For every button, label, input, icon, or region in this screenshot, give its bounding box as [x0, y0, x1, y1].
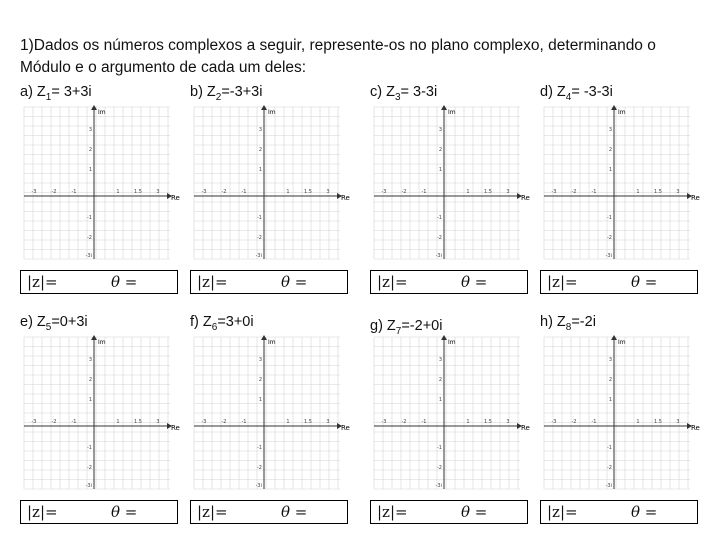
- x-tick-label: -1: [591, 419, 597, 425]
- x-tick-label: 3: [676, 189, 680, 195]
- real-axis-label: Re: [171, 424, 180, 432]
- item-label: f) $Z_6=3+0i$: [190, 314, 254, 333]
- grid-lines: [374, 337, 520, 489]
- y-tick-label: -1: [437, 215, 442, 221]
- y-tick-label: -2: [607, 465, 612, 471]
- real-axis-label: Re: [171, 194, 180, 202]
- y-tick-label: 1: [88, 397, 92, 403]
- grid-lines: [544, 337, 690, 489]
- complex-plane: [190, 334, 350, 494]
- y-tick-label: 3: [608, 357, 612, 363]
- modulus-label: |z|=: [547, 503, 578, 521]
- y-tick-label: -1: [87, 445, 92, 451]
- real-axis-label: Re: [521, 194, 530, 202]
- x-tick-label: 3: [156, 189, 160, 195]
- y-tick-label: 3: [438, 357, 442, 363]
- argument-label: θ =: [631, 273, 658, 291]
- x-tick-label: 1.5: [134, 189, 142, 195]
- y-tick-label: 2: [438, 377, 442, 383]
- argument-label: θ =: [111, 273, 138, 291]
- complex-plane-panel: [20, 334, 180, 524]
- imaginary-axis-label: Im: [448, 339, 456, 346]
- x-tick-label: 1: [636, 419, 640, 425]
- complex-plane-panel: [20, 104, 180, 294]
- modulus-label: |z|=: [377, 503, 408, 521]
- y-tick-label: 1: [438, 397, 442, 403]
- x-tick-label: 1: [286, 189, 290, 195]
- y-tick-label: -3i: [255, 253, 262, 259]
- y-tick-label: 2: [608, 377, 612, 383]
- y-tick-label: 2: [88, 377, 92, 383]
- x-tick-label: 1.5: [304, 419, 312, 425]
- complex-plane: [370, 104, 530, 264]
- y-tick-label: -2: [257, 465, 262, 471]
- answer-box: [540, 270, 698, 294]
- x-tick-label: 1.5: [304, 189, 312, 195]
- argument-label: θ =: [111, 503, 138, 521]
- y-tick-label: 3: [258, 127, 262, 133]
- x-tick-label: 1.5: [484, 189, 492, 195]
- y-tick-label: 2: [88, 147, 92, 153]
- imaginary-axis-label: Im: [448, 109, 456, 116]
- x-tick-label: -3: [31, 419, 37, 425]
- y-tick-label: -2: [437, 235, 442, 241]
- x-tick-label: 3: [676, 419, 680, 425]
- y-tick-label: -3i: [435, 483, 442, 489]
- modulus-label: |z|=: [547, 273, 578, 291]
- y-tick-label: 1: [88, 167, 92, 173]
- real-axis-label: Re: [341, 194, 350, 202]
- item-label: g) $Z_7=-2+0i$: [370, 318, 443, 337]
- exercise-instruction: 1)Dados os números complexos a seguir, represente-os no plano complexo, determinando o Módulo e o argumento de cada um deles:: [20, 37, 656, 76]
- x-tick-label: -1: [241, 419, 247, 425]
- x-tick-label: -3: [551, 419, 557, 425]
- grid-lines: [24, 107, 170, 259]
- x-tick-label: 3: [506, 419, 510, 425]
- y-tick-label: -1: [257, 215, 262, 221]
- x-tick-label: -2: [571, 419, 577, 425]
- answer-box: [370, 270, 528, 294]
- x-tick-label: -2: [401, 189, 407, 195]
- y-tick-label: -1: [607, 445, 612, 451]
- x-tick-label: -3: [381, 189, 387, 195]
- complex-plane: [20, 104, 180, 264]
- x-tick-label: -1: [241, 189, 247, 195]
- y-tick-label: -1: [87, 215, 92, 221]
- y-tick-label: -1: [257, 445, 262, 451]
- x-tick-label: -3: [201, 419, 207, 425]
- y-tick-label: -3i: [85, 483, 92, 489]
- y-tick-label: 3: [438, 127, 442, 133]
- x-tick-label: 1: [116, 419, 120, 425]
- y-tick-label: -2: [437, 465, 442, 471]
- grid-lines: [24, 337, 170, 489]
- grid-lines: [544, 107, 690, 259]
- imaginary-axis-label: Im: [98, 109, 106, 116]
- argument-label: θ =: [631, 503, 658, 521]
- item-label: e) $Z_5=0+3i$: [20, 314, 88, 333]
- y-tick-label: 3: [88, 127, 92, 133]
- complex-plane-panel: [190, 334, 350, 524]
- y-tick-label: 1: [438, 167, 442, 173]
- complex-plane-panel: [370, 104, 530, 294]
- x-tick-label: 1.5: [654, 189, 662, 195]
- real-axis-label: Re: [691, 424, 700, 432]
- x-tick-label: -3: [381, 419, 387, 425]
- imaginary-axis-label: Im: [618, 339, 626, 346]
- imaginary-axis-label: Im: [268, 109, 276, 116]
- y-tick-label: 2: [608, 147, 612, 153]
- answer-box: [190, 500, 348, 524]
- modulus-label: |z|=: [197, 503, 228, 521]
- answer-box: [190, 270, 348, 294]
- x-tick-label: 1: [466, 419, 470, 425]
- x-tick-label: -3: [551, 189, 557, 195]
- y-tick-label: 1: [258, 167, 262, 173]
- answer-box: [370, 500, 528, 524]
- y-tick-label: -3i: [435, 253, 442, 259]
- imaginary-axis-label: Im: [618, 109, 626, 116]
- grid-lines: [194, 337, 340, 489]
- x-tick-label: -1: [421, 189, 427, 195]
- real-axis-label: Re: [691, 194, 700, 202]
- y-tick-label: 2: [258, 147, 262, 153]
- y-tick-label: -3i: [85, 253, 92, 259]
- modulus-label: |z|=: [377, 273, 408, 291]
- x-tick-label: 1.5: [654, 419, 662, 425]
- modulus-label: |z|=: [27, 273, 58, 291]
- grid-lines: [194, 107, 340, 259]
- x-tick-label: 1.5: [134, 419, 142, 425]
- item-label: d) $Z_4= -3-3i$: [540, 84, 613, 103]
- argument-label: θ =: [281, 503, 308, 521]
- y-tick-label: -3i: [255, 483, 262, 489]
- item-label: c) $Z_3= 3-3i$: [370, 84, 438, 103]
- complex-plane: [370, 334, 530, 494]
- x-tick-label: 1: [286, 419, 290, 425]
- answer-box: [540, 500, 698, 524]
- y-tick-label: 3: [608, 127, 612, 133]
- complex-plane-panel: [540, 104, 700, 294]
- real-axis-label: Re: [521, 424, 530, 432]
- x-tick-label: 1: [116, 189, 120, 195]
- x-tick-label: 3: [506, 189, 510, 195]
- y-tick-label: -2: [87, 235, 92, 241]
- answer-box: [20, 500, 178, 524]
- y-tick-label: 1: [258, 397, 262, 403]
- y-tick-label: -2: [257, 235, 262, 241]
- item-label: b) $Z_2=-3+3i$: [190, 84, 263, 103]
- x-tick-label: -2: [571, 189, 577, 195]
- answer-box: [20, 270, 178, 294]
- x-tick-label: -1: [591, 189, 597, 195]
- x-tick-label: -1: [71, 419, 77, 425]
- complex-plane-panel: [370, 334, 530, 524]
- x-tick-label: -2: [221, 419, 227, 425]
- x-tick-label: 1.5: [484, 419, 492, 425]
- argument-label: θ =: [461, 503, 488, 521]
- x-tick-label: -3: [31, 189, 37, 195]
- x-tick-label: 3: [326, 419, 330, 425]
- complex-plane: [20, 334, 180, 494]
- x-tick-label: -2: [51, 189, 57, 195]
- imaginary-axis-label: Im: [98, 339, 106, 346]
- x-tick-label: 1: [636, 189, 640, 195]
- x-tick-label: -1: [421, 419, 427, 425]
- complex-plane-panel: [540, 334, 700, 524]
- x-tick-label: 3: [156, 419, 160, 425]
- argument-label: θ =: [281, 273, 308, 291]
- modulus-label: |z|=: [27, 503, 58, 521]
- y-tick-label: 2: [438, 147, 442, 153]
- y-tick-label: -2: [87, 465, 92, 471]
- complex-plane-panel: [190, 104, 350, 294]
- item-label: h) $Z_8=-2i$: [540, 314, 596, 333]
- x-tick-label: -2: [51, 419, 57, 425]
- y-tick-label: -1: [607, 215, 612, 221]
- x-tick-label: -3: [201, 189, 207, 195]
- complex-plane: [540, 104, 700, 264]
- x-tick-label: -2: [401, 419, 407, 425]
- imaginary-axis-label: Im: [268, 339, 276, 346]
- y-tick-label: -2: [607, 235, 612, 241]
- complex-plane: [190, 104, 350, 264]
- grid-lines: [374, 107, 520, 259]
- complex-plane: [540, 334, 700, 494]
- x-tick-label: -2: [221, 189, 227, 195]
- y-tick-label: -3i: [605, 253, 612, 259]
- y-tick-label: 2: [258, 377, 262, 383]
- modulus-label: |z|=: [197, 273, 228, 291]
- argument-label: θ =: [461, 273, 488, 291]
- y-tick-label: 1: [608, 397, 612, 403]
- x-tick-label: -1: [71, 189, 77, 195]
- real-axis-label: Re: [341, 424, 350, 432]
- y-tick-label: 3: [258, 357, 262, 363]
- item-label: a) $Z_1= 3+3i$: [20, 84, 92, 103]
- x-tick-label: 3: [326, 189, 330, 195]
- y-tick-label: -3i: [605, 483, 612, 489]
- y-tick-label: 1: [608, 167, 612, 173]
- x-tick-label: 1: [466, 189, 470, 195]
- y-tick-label: -1: [437, 445, 442, 451]
- y-tick-label: 3: [88, 357, 92, 363]
